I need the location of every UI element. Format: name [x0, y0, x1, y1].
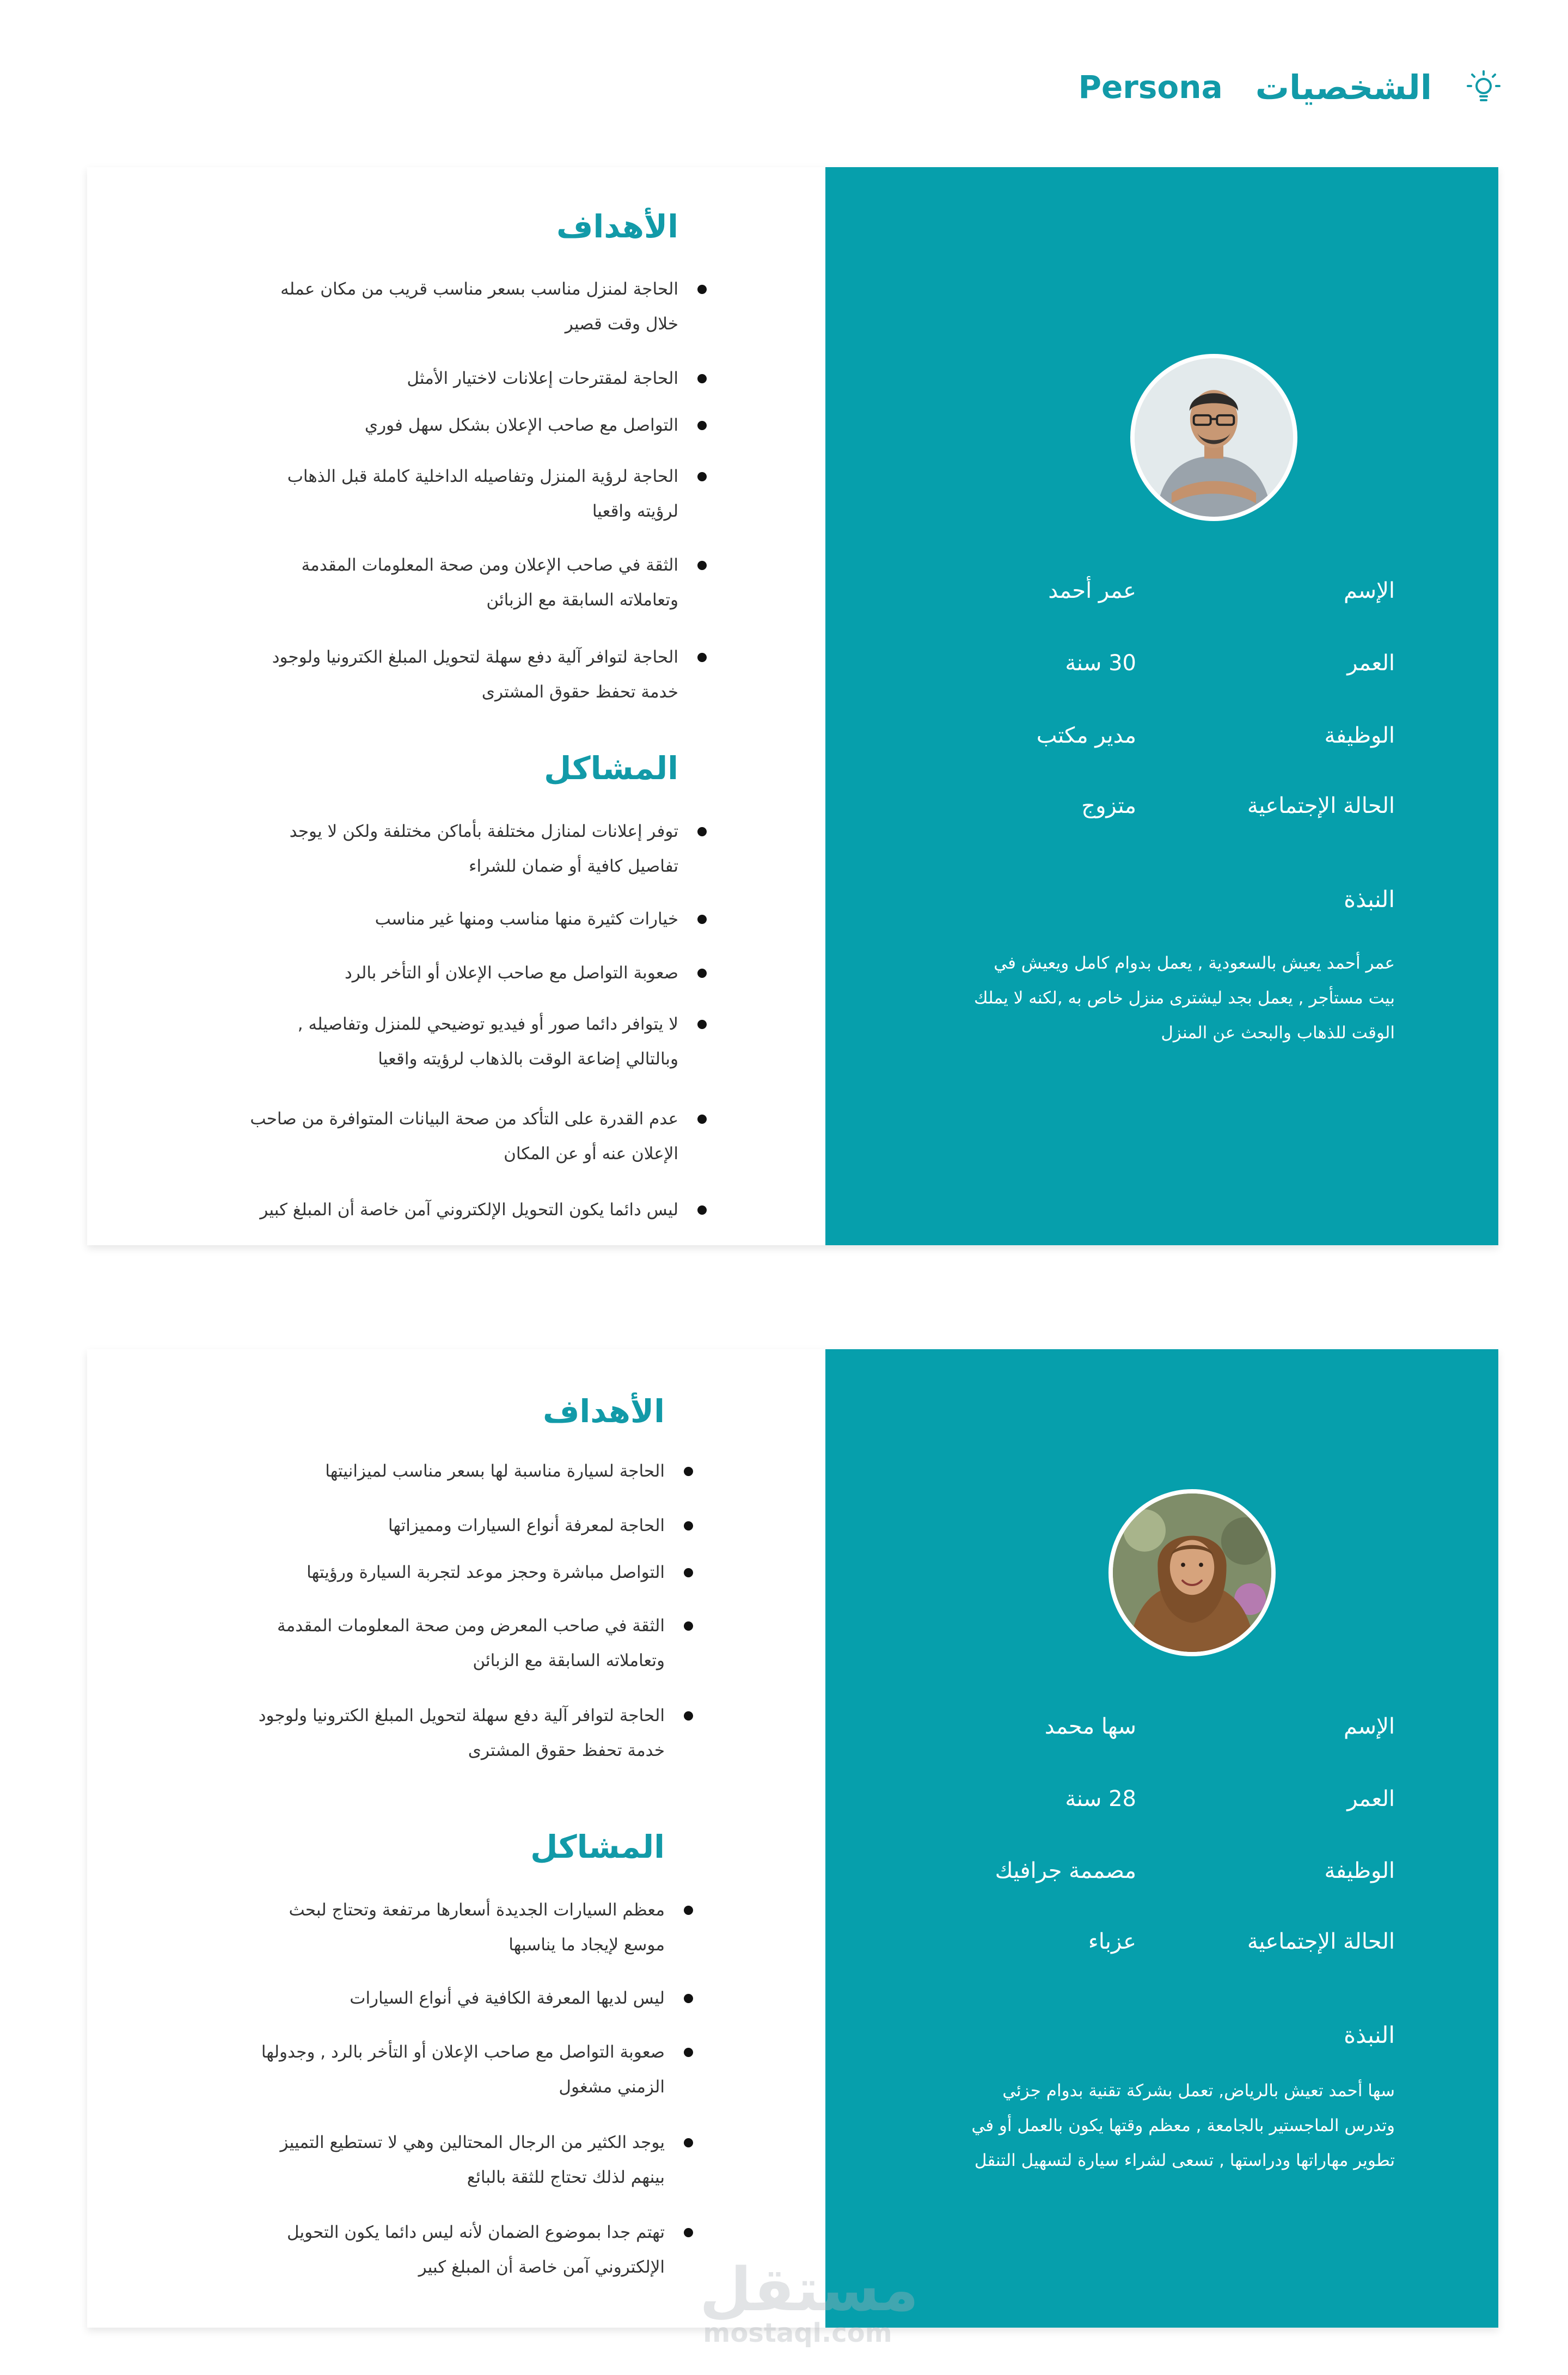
info-row-name [905, 578, 1395, 616]
bullet-dot [697, 653, 707, 662]
bullet-dot [684, 1621, 693, 1631]
info-value: عمر أحمد [1048, 578, 1136, 603]
info-label: الحالة الإجتماعية [1247, 1929, 1395, 1954]
info-label: الإسم [1343, 1714, 1395, 1739]
watermark-english: mostaql.com [703, 2318, 892, 2348]
problem-item: معظم السيارات الجديدة أسعارها مرتفعة وتحتاج لبحث موسع لإيجاد ما يناسبها [197, 1893, 665, 1962]
goal-item: الحاجة لرؤية المنزل وتفاصيله الداخلية كاملة قبل الذهاب لرؤيته واقعيا [210, 459, 678, 529]
goal-item: الثقة في صاحب المعرض ومن صحة المعلومات المقدمة وتعاملاته السابقة مع الزبائن [197, 1608, 665, 1678]
info-value: متزوج [1081, 793, 1136, 818]
bullet-dot [697, 285, 707, 294]
info-row-name [905, 1714, 1395, 1752]
bio-line: سها أحمد تعيش بالرياض, تعمل بشركة تقنية بدوام جزئي [1002, 2081, 1395, 2101]
info-row-age [905, 651, 1395, 689]
problem-item: يوجد الكثير من الرجال المحتالين وهي لا تستطيع التمييز بينهم لذلك تحتاج للثقة بالبائع [197, 2125, 665, 2195]
page-header [1078, 60, 1503, 114]
bullet-dot [684, 1906, 693, 1915]
goals-title: الأهداف [542, 1393, 665, 1430]
bullet-dot [684, 2228, 693, 2237]
goal-item: التواصل مع صاحب الإعلان بشكل سهل فوري [210, 408, 678, 443]
info-label: الإسم [1343, 578, 1395, 603]
bullet-dot [684, 2138, 693, 2147]
problems-title: المشاكل [544, 750, 678, 787]
bullet-dot [697, 374, 707, 383]
goal-item: الحاجة لمعرفة أنواع السيارات ومميزاتها [197, 1508, 665, 1543]
goal-item: الحاجة لمنزل مناسب بسعر مناسب قريب من مكان عمله خلال وقت قصير [210, 272, 678, 341]
persona-card-1 [87, 167, 1498, 1245]
info-row-marital [905, 793, 1395, 831]
problem-item: صعوبة التواصل مع صاحب الإعلان أو التأخر بالرد , وجدولها الزمني مشغول [197, 2035, 665, 2104]
lightbulb-icon [1465, 68, 1503, 106]
watermark-arabic: مستقل [700, 2255, 919, 2324]
bullet-dot [697, 1115, 707, 1124]
bio-text [905, 2073, 1395, 2178]
info-row-marital [905, 1929, 1395, 1967]
goal-item: الحاجة لتوافر آلية دفع سهلة لتحويل المبلغ الكترونيا ولوجود خدمة تحفظ حقوق المشترى [210, 640, 678, 709]
info-value: سها محمد [1044, 1714, 1136, 1739]
page-title-arabic: الشخصيات [1255, 67, 1432, 107]
info-row-job [905, 723, 1395, 761]
persona-card-2 [87, 1349, 1498, 2328]
bullet-dot [684, 1568, 693, 1577]
info-value: 28 سنة [1065, 1786, 1136, 1811]
problem-item: توفر إعلانات لمنازل مختلفة بأماكن مختلفة ولكن لا يوجد تفاصيل كافية أو ضمان للشراء [210, 814, 678, 884]
persona-profile-panel [825, 167, 1498, 1245]
bio-text [905, 946, 1395, 1050]
bullet-dot [697, 969, 707, 978]
bullet-dot [684, 1521, 693, 1531]
bullet-dot [684, 2048, 693, 2057]
info-label: الوظيفة [1324, 723, 1395, 748]
bullet-dot [697, 915, 707, 924]
goal-item: الثقة في صاحب الإعلان ومن صحة المعلومات المقدمة وتعاملاته السابقة مع الزبائن [210, 548, 678, 617]
info-row-age [905, 1786, 1395, 1825]
bio-line: تطوير مهاراتها ودراستها , تسعى لشراء سيارة لتسهيل التنقل [974, 2151, 1395, 2170]
goal-item: التواصل مباشرة وحجز موعد لتجربة السيارة ورؤيتها [197, 1555, 665, 1590]
info-label: العمر [1347, 1786, 1395, 1811]
avatar [1130, 354, 1297, 521]
problem-item: خيارات كثيرة منها مناسب ومنها غير مناسب [210, 902, 678, 936]
problem-item: لا يتوافر دائما صور أو فيديو توضيحي للمنزل وتفاصيله , وبالتالي إضاعة الوقت بالذهاب لرؤيته واقعيا [210, 1007, 678, 1076]
page-title-english: Persona [1078, 69, 1223, 106]
bio-line: وتدرس الماجستير بالجامعة , معظم وقتها يكون بالعمل أو في [971, 2116, 1395, 2135]
woman-portrait-icon [1113, 1493, 1271, 1652]
info-row-job [905, 1858, 1395, 1896]
problem-item: صعوبة التواصل مع صاحب الإعلان أو التأخر بالرد [210, 956, 678, 990]
persona-goals-problems [87, 1349, 825, 2328]
info-value: مصممة جرافيك [995, 1858, 1136, 1883]
bullet-dot [697, 1205, 707, 1215]
info-value: عزباء [1088, 1929, 1136, 1954]
info-label: العمر [1347, 651, 1395, 676]
info-label: الوظيفة [1324, 1858, 1395, 1883]
goal-item: الحاجة لسيارة مناسبة لها بسعر مناسب لميزانيتها [197, 1454, 665, 1489]
bullet-dot [684, 1994, 693, 2003]
problem-item: ليس لديها المعرفة الكافية في أنواع السيارات [197, 1981, 665, 2016]
bullet-dot [697, 1020, 707, 1029]
bio-line: بيت مستأجر , يعمل بجد ليشترى منزل خاص به ,لكنه لا يملك [973, 988, 1395, 1008]
watermark-logo [700, 2255, 919, 2348]
bio-title: النبذة [1344, 886, 1395, 913]
goals-title: الأهداف [556, 208, 678, 245]
bio-line: الوقت للذهاب والبحث عن المنزل [1161, 1023, 1395, 1043]
bullet-dot [697, 421, 707, 430]
avatar [1108, 1489, 1276, 1656]
goal-item: الحاجة لمقترحات إعلانات لاختيار الأمثل [210, 361, 678, 396]
bio-title: النبذة [1344, 2022, 1395, 2048]
bullet-dot [684, 1467, 693, 1476]
info-value: مدير مكتب [1036, 723, 1136, 748]
problems-title: المشاكل [530, 1828, 665, 1865]
persona-profile-panel [825, 1349, 1498, 2328]
bullet-dot [697, 827, 707, 836]
bullet-dot [697, 472, 707, 481]
problem-item: عدم القدرة على التأكد من صحة البيانات المتوافرة من صاحب الإعلان عنه أو عن المكان [210, 1101, 678, 1171]
goal-item: الحاجة لتوافر آلية دفع سهلة لتحويل المبلغ الكترونيا ولوجود خدمة تحفظ حقوق المشترى [197, 1698, 665, 1768]
problem-item: ليس دائما يكون التحويل الإلكتروني آمن خاصة أن المبلغ كبير [210, 1192, 678, 1227]
man-portrait-icon [1135, 358, 1293, 517]
info-label: الحالة الإجتماعية [1247, 793, 1395, 818]
bio-line: عمر أحمد يعيش بالسعودية , يعمل بدوام كامل ويعيش في [994, 953, 1395, 973]
problem-item: تهتم جدا بموضوع الضمان لأنه ليس دائما يكون التحويل الإلكتروني آمن خاصة أن المبلغ كبير [197, 2215, 665, 2285]
persona-goals-problems [87, 167, 825, 1245]
info-value: 30 سنة [1065, 651, 1136, 676]
bullet-dot [684, 1711, 693, 1721]
bullet-dot [697, 561, 707, 570]
